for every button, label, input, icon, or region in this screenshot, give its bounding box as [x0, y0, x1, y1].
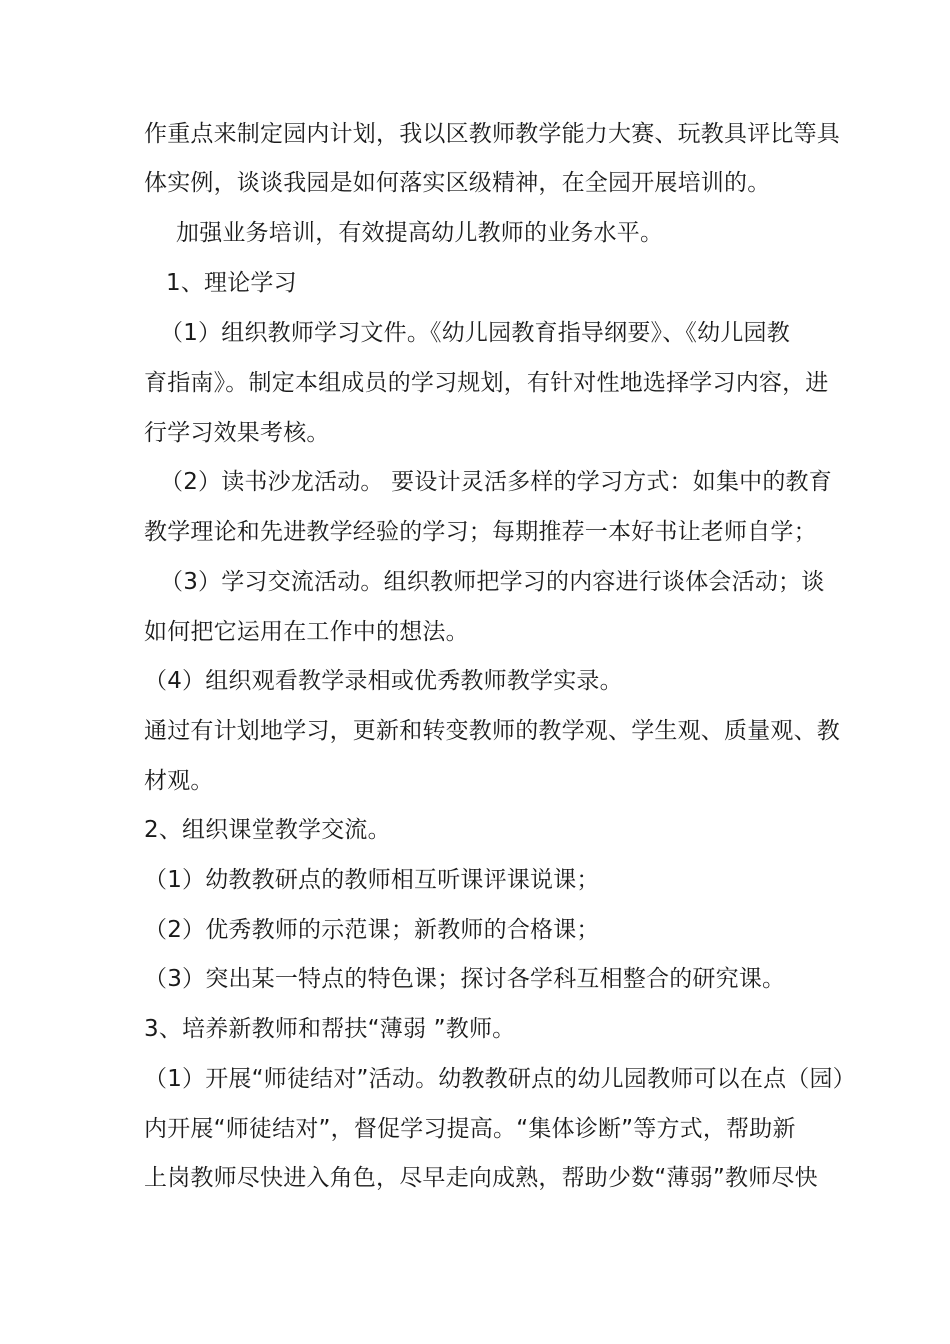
text-line: 内开展“师徒结对”，督促学习提高。“集体诊断”等方式，帮助新	[144, 1116, 796, 1142]
text-line: 育指南》。制定本组成员的学习规划，有针对性地选择学习内容，进	[144, 370, 829, 396]
text-line: （3）学习交流活动。组织教师把学习的内容进行谈体会活动；谈	[160, 569, 825, 595]
text-line: （1）组织教师学习文件。《幼儿园教育指导纲要》、《幼儿园教	[160, 320, 790, 346]
text-line: 作重点来制定园内计划，我以区教师教学能力大赛、玩教具评比等具	[144, 121, 840, 147]
text-line: （1）开展“师徒结对”活动。幼教教研点的幼儿园教师可以在点（园）	[144, 1066, 856, 1092]
text-line: 如何把它运用在工作中的想法。	[144, 619, 469, 645]
text-line: 2、组织课堂教学交流。	[144, 817, 391, 843]
text-line: 材观。	[144, 768, 214, 794]
text-line: 加强业务培训，有效提高幼儿教师的业务水平。	[176, 220, 664, 246]
text-line: 通过有计划地学习，更新和转变教师的教学观、学生观、质量观、教	[144, 718, 840, 744]
text-line: （4）组织观看教学录相或优秀教师教学实录。	[144, 668, 623, 694]
text-line: 体实例，谈谈我园是如何落实区级精神，在全园开展培训的。	[144, 170, 771, 196]
text-line: 3、培养新教师和帮扶“薄弱 ”教师。	[144, 1016, 516, 1042]
text-line: 1、理论学习	[166, 270, 297, 296]
text-line: 教学理论和先进教学经验的学习；每期推荐一本好书让老师自学；	[144, 519, 817, 545]
text-line: 行学习效果考核。	[144, 420, 330, 446]
text-line: （1）幼教教研点的教师相互听课评课说课；	[144, 867, 600, 893]
text-line: （2）优秀教师的示范课；新教师的合格课；	[144, 917, 600, 943]
text-line: （3）突出某一特点的特色课；探讨各学科互相整合的研究课。	[144, 966, 786, 992]
text-line: 上岗教师尽快进入角色，尽早走向成熟，帮助少数“薄弱”教师尽快	[144, 1165, 818, 1191]
text-line: （2）读书沙龙活动。 要设计灵活多样的学习方式：如集中的教育	[160, 469, 832, 495]
